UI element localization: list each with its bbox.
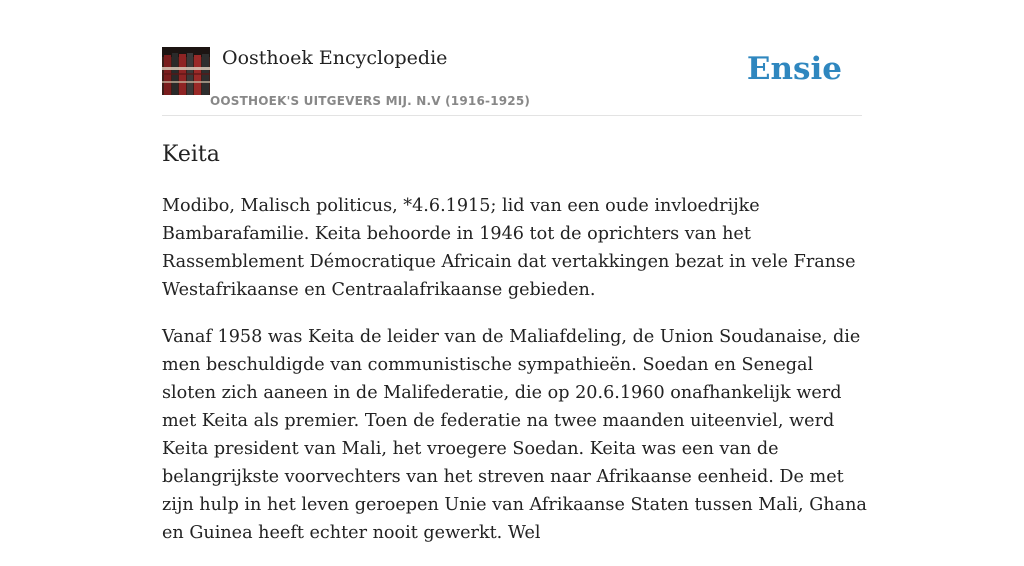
book-spines-icon[interactable] [162, 47, 210, 95]
publisher-label: OOSTHOEK'S UITGEVERS MIJ. N.V (1916-1925) [210, 94, 531, 108]
book-title[interactable]: Oosthoek Encyclopedie [222, 47, 448, 69]
entry-paragraph: Modibo, Malisch politicus, *4.6.1915; lid van een oude invloedrijke Bambarafamilie. Keita behoorde in 1946 tot de oprichters van het Rassemblement Démocratique Africain dat vertakkingen bezat in vele Franse Westafrikaanse en Centraalafrikaanse gebieden. [162, 196, 856, 300]
header [162, 0, 862, 116]
brand-logo[interactable]: Ensie [746, 51, 842, 87]
entry-title: Keita [162, 142, 220, 167]
page-container [162, 0, 867, 543]
entry-paragraph: Vanaf 1958 was Keita de leider van de Maliafdeling, de Union Soudanaise, die men beschuldigde van communistische sympathieën. Soedan en Senegal sloten zich aaneen in de Malifederatie, die op 20.6.1960 onafhankelijk werd met Keita als premier. Toen de federatie na twee maanden uiteenviel, werd Keita president van Mali, het vroegere Soedan. Keita was een van de belangrijkste voorvechters van het streven naar Afrikaanse eenheid. De met zijn hulp in het leven geroepen Unie van Afrikaanse Staten tussen Mali, Ghana en Guinea heeft echter nooit gewerkt. Wel [162, 327, 867, 543]
entry-content [162, 192, 867, 566]
